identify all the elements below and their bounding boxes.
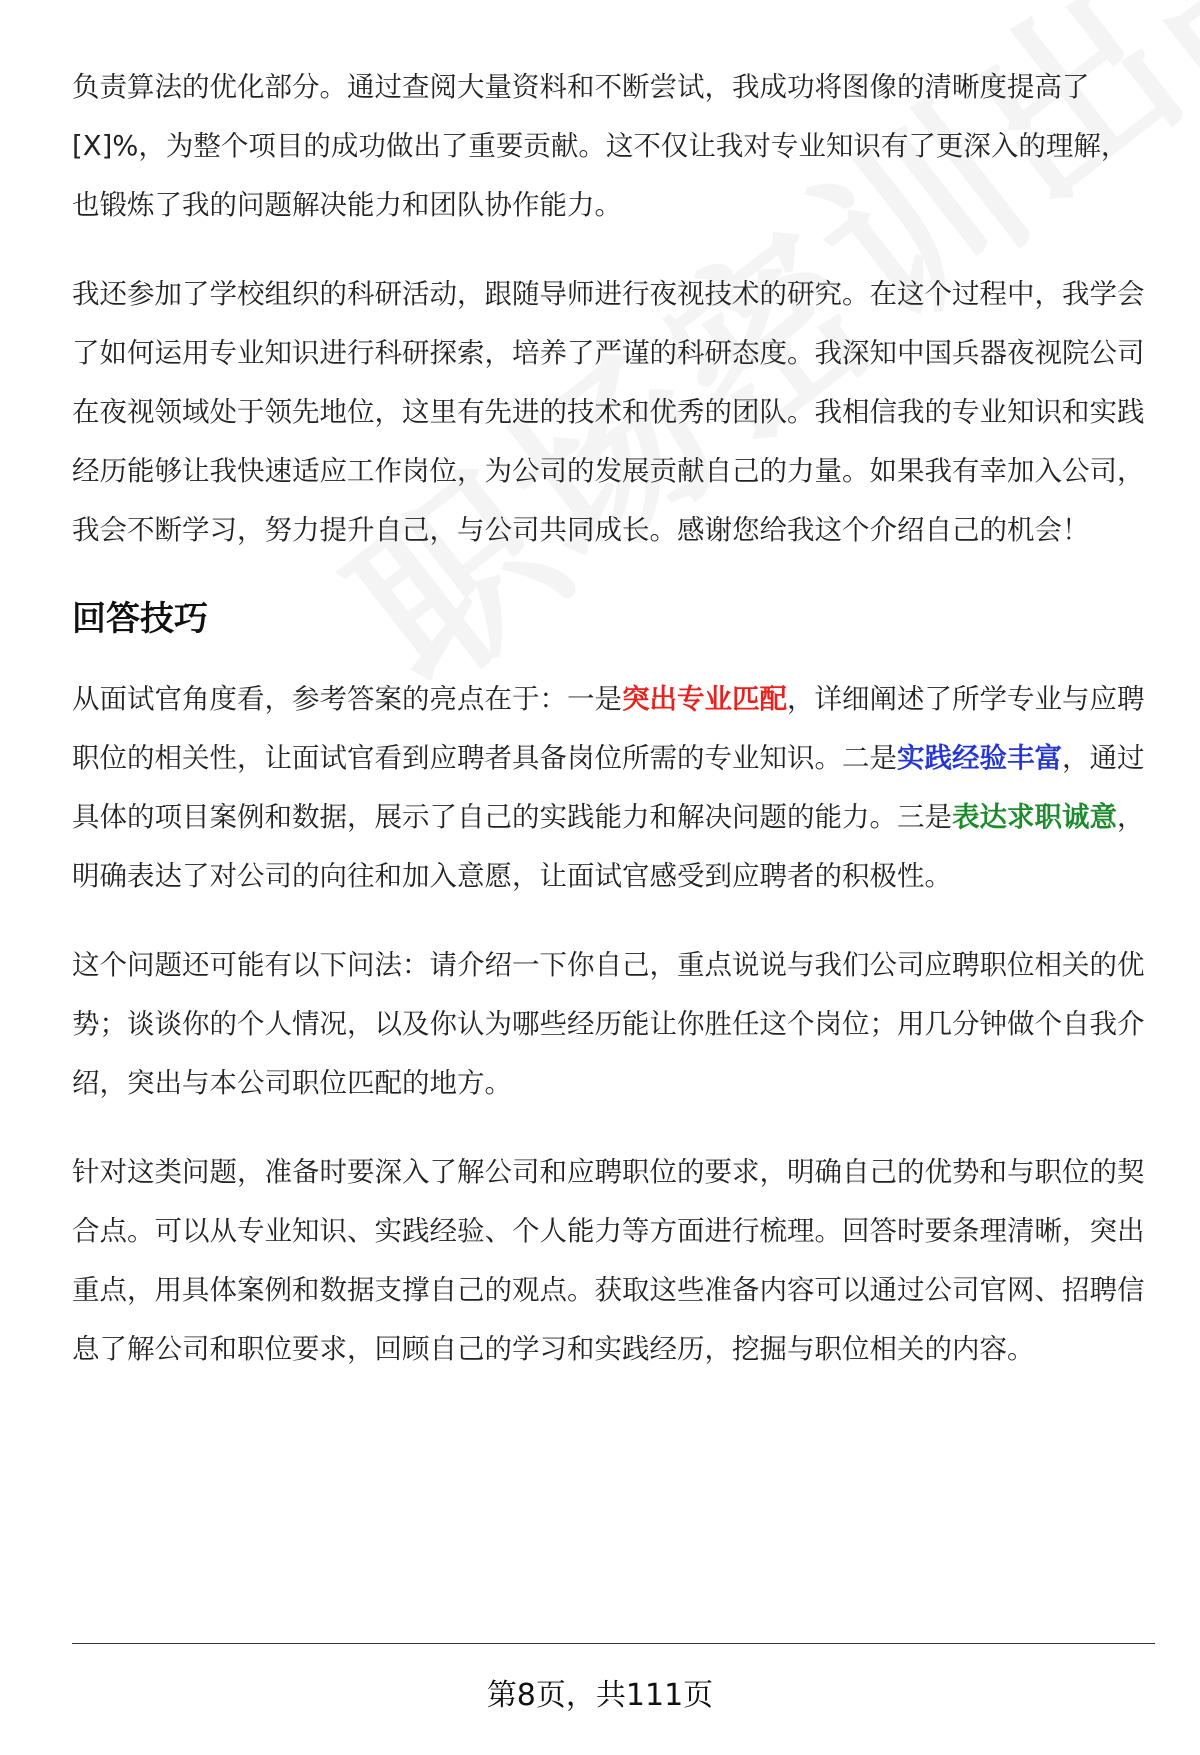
highlight-job-sincerity: 表达求职诚意 [952,801,1117,833]
footer-divider [72,1643,1155,1644]
paragraph-answer-highlights [72,670,1152,906]
text-segment: 从面试官角度看，参考答案的亮点在于：一是 [72,683,622,715]
highlight-practical-experience: 实践经验丰富 [897,742,1062,774]
document-body [72,58,1152,1409]
section-heading: 回答技巧 [72,599,208,639]
paragraph-project-experience: 负责算法的优化部分。通过查阅大量资料和不断尝试，我成功将图像的清晰度提高了[X]%，为整个项目的成功做出了重要贡献。这不仅让我对专业知识有了更深入的理解，也锻炼了我的问题解决能力和团队协作能力。 [72,71,1129,221]
page-number: 第8页，共111页 [486,1678,714,1713]
paragraph-research-activity: 我还参加了学校组织的科研活动，跟随导师进行夜视技术的研究。在这个过程中，我学会了如何运用专业知识进行科研探索，培养了严谨的科研态度。我深知中国兵器夜视院公司在夜视领域处于领先地位，这里有先进的技术和优秀的团队。我相信我的专业知识和实践经历能够让我快速适应工作岗位，为公司的发展贡献自己的力量。如果我有幸加入公司，我会不断学习，努力提升自己，与公司共同成长。感谢您给我这个介绍自己的机会！ [72,278,1145,546]
text-segment: ，通过具体的项目案例和数据，展示了自己的实践能力和解决问题的能力。三是 [72,742,1145,833]
text-segment: ，详细阐述了所学专业与应聘职位的相关性，让面试官看到应聘者具备岗位所需的专业知识。二是 [72,683,1145,774]
highlight-professional-match: 突出专业匹配 [622,683,787,715]
text-segment: ，明确表达了对公司的向往和加入意愿，让面试官感受到应聘者的积极性。 [72,801,1145,892]
paragraph-preparation-advice: 针对这类问题，准备时要深入了解公司和应聘职位的要求，明确自己的优势和与职位的契合点。可以从专业知识、实践经验、个人能力等方面进行梳理。回答时要条理清晰，突出重点，用具体案例和数据支撑自己的观点。获取这些准备内容可以通过公司官网、招聘信息了解公司和职位要求，回顾自己的学习和实践经历，挖掘与职位相关的内容。 [72,1156,1145,1365]
paragraph-alternative-questions: 这个问题还可能有以下问法：请介绍一下你自己，重点说说与我们公司应聘职位相关的优势；谈谈你的个人情况，以及你认为哪些经历能让你胜任这个岗位；用几分钟做个自我介绍，突出与本公司职位匹配的地方。 [72,949,1145,1099]
